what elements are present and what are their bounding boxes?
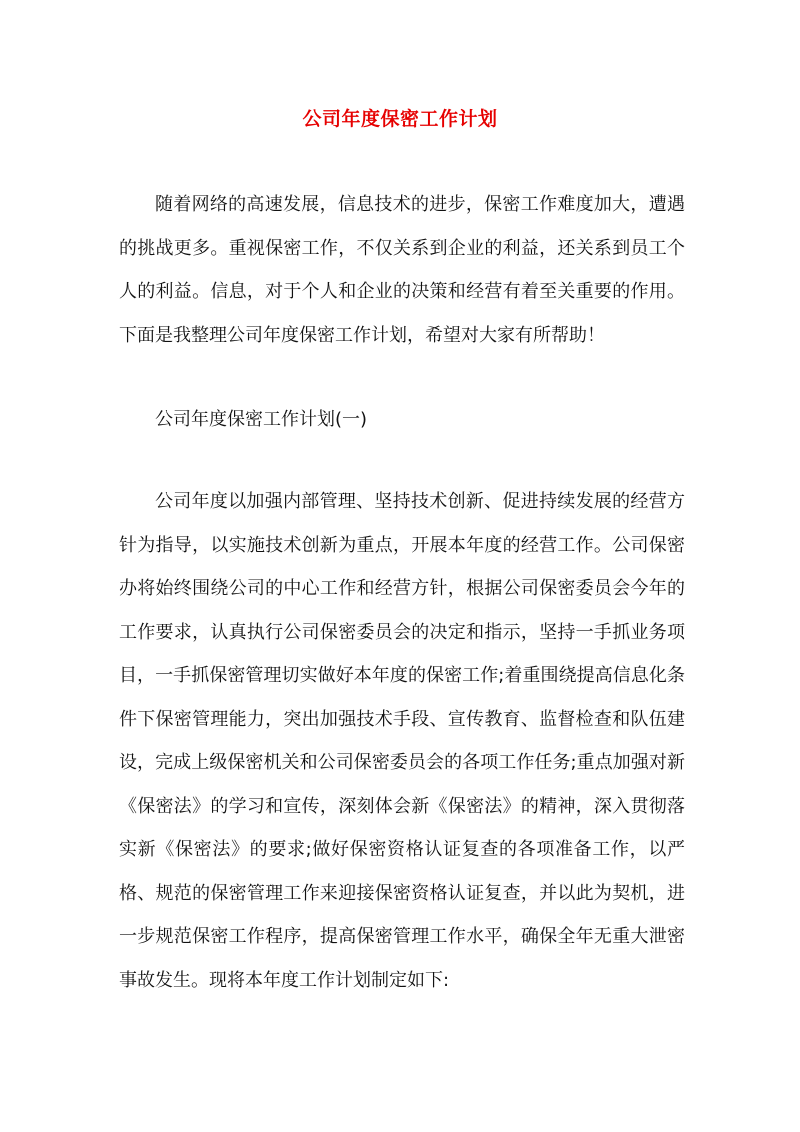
section-heading: 公司年度保密工作计划(一)	[155, 409, 368, 430]
intro-paragraph: 随着网络的高速发展，信息技术的进步，保密工作难度加大，遭遇的挑战更多。重视保密工作，不仅关系到企业的利益，还关系到员工个人的利益。信息，对于个人和企业的决策和经营有着至关重要的作用。下面是我整理公司年度保密工作计划，希望对大家有所帮助！	[119, 194, 685, 346]
body-paragraph: 公司年度以加强内部管理、坚持技术创新、促进持续发展的经营方针为指导，以实施技术创新为重点，开展本年度的经营工作。公司保密办将始终围绕公司的中心工作和经营方针，根据公司保密委员会今年的工作要求，认真执行公司保密委员会的决定和指示，坚持一手抓业务项目，一手抓保密管理切实做好本年度的保密工作;着重围绕提高信息化条件下保密管理能力，突出加强技术手段、宣传教育、监督检查和队伍建设，完成上级保密机关和公司保密委员会的各项工作任务;重点加强对新《保密法》的学习和宣传，深刻体会新《保密法》的精神，深入贯彻落实新《保密法》的要求;做好保密资格认证复查的各项准备工作，以严格、规范的保密管理工作来迎接保密资格认证复查，并以此为契机，进一步规范保密工作程序，提高保密管理工作水平，确保全年无重大泄密事故发生。现将本年度工作计划制定如下:	[119, 491, 685, 991]
document-title: 公司年度保密工作计划	[302, 108, 498, 130]
